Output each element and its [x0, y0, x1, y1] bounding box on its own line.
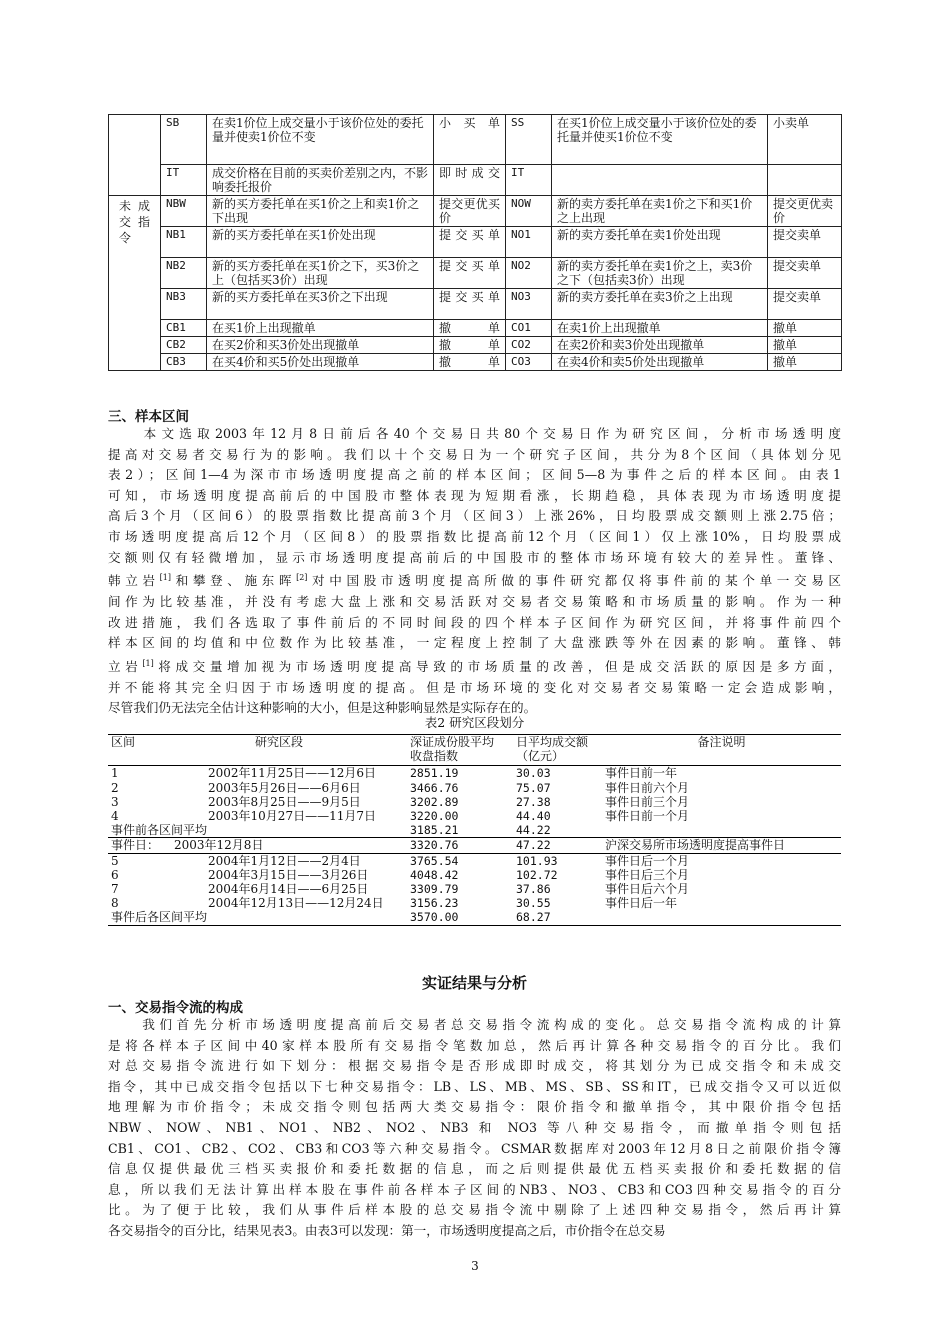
text-line: 本文选取2003年12月8日前后各40个交易日共80个交易日作为研究区间，分析市场透明度	[108, 426, 841, 441]
table-cell: 4048.42	[410, 867, 459, 882]
order-desc-buy: 新的买方委托单在买1价之下，买3价之上（包括买3价）出现	[207, 258, 434, 289]
text-line: 市场透明度提高后12个月（区间8）的股票指数比提高前12个月（区间1）仅上涨10%，日均股票成	[108, 528, 841, 544]
order-type-sell: 撤单	[768, 354, 842, 371]
table-cell: 事件日后三个月	[605, 867, 690, 882]
table-cell: 2003年8月25日——9月5日	[208, 794, 361, 809]
text-line: 我们首先分析市场透明度提高前后交易者总交易指令流构成的变化。总交易指令流构成的计算	[108, 1017, 841, 1032]
text-line: 样本区间的均值和中位数作为比较基准，一定程度上控制了大盘涨跌等外在因素的影响。董锋、韩	[108, 635, 841, 651]
order-type-buy: 提交买单	[434, 289, 506, 320]
order-type-buy: 即时成交	[434, 165, 506, 196]
table-cell: 事件日前一年	[605, 766, 678, 781]
order-code-sell: NOW	[506, 196, 552, 227]
table-cell: 2003年10月27日——11月7日	[208, 809, 376, 824]
order-type-buy: 提交买单	[434, 258, 506, 289]
table-row	[108, 766, 841, 781]
table-row	[108, 882, 841, 896]
table-cell: 8	[111, 896, 119, 911]
table-cell: 6	[111, 867, 119, 882]
table-cell: 3765.54	[398, 853, 506, 868]
table-cell: 2851.19	[410, 766, 459, 781]
table-row	[108, 838, 841, 853]
table-cell: 2004年12月13日——12月24日	[208, 896, 384, 911]
table-cell: 2003年12月8日	[160, 838, 398, 853]
table-cell: 沪深交易所市场透明度提高事件日	[602, 838, 841, 853]
text-line: 对总交易指令流进行如下划分：根据交易指令是否形成即时成交，将其划分为已成交指令和未成交	[108, 1058, 841, 1074]
order-desc-buy: 新的买方委托单在买1价之上和卖1价之下出现	[207, 196, 434, 227]
table-cell: 101.93	[506, 853, 602, 868]
table-cell: 2004年6月14日——6月25日	[208, 882, 369, 897]
table-cell: 5	[108, 853, 160, 868]
table-row	[108, 809, 841, 823]
order-code-sell: SS	[506, 115, 552, 165]
text-line: 息，所以我们无法计算出样本股在事件前各样本子区间的NB3、NO3、CB3和CO3四种交易指令的百分	[108, 1181, 841, 1197]
table-cell: 事件日：	[108, 838, 160, 853]
group-cell-unfilled: 未成交指令	[109, 196, 161, 371]
table-row	[108, 910, 841, 925]
order-desc-buy: 在买2价和买3价处出现撤单	[207, 337, 434, 354]
order-desc-buy: 成交价格在目前的买卖价差别之内，不影响委托报价	[207, 165, 434, 196]
table-cell: 7	[111, 882, 119, 897]
order-code-buy: CB1	[161, 320, 207, 337]
text-line: 尽管我们仍无法完全估计这种影响的大小，但是这种影响显然是实际存在的。	[108, 700, 537, 716]
table-row	[108, 781, 841, 795]
table-cell: 2002年11月25日——12月6日	[208, 766, 376, 781]
text-line: 比。为了便于比较，我们从事件后样本股的总交易指令流中剔除了上述四种交易指令，然后再计算	[108, 1202, 841, 1218]
order-desc-buy: 在卖1价位上成交量小于该价位处的委托量并使卖1价位不变	[207, 115, 434, 165]
column-header: 区间	[108, 735, 160, 766]
order-code-sell: NO1	[506, 227, 552, 258]
order-desc-sell: 在卖2价和卖3价处出现撤单	[552, 337, 768, 354]
table-cell: 4	[111, 809, 119, 824]
table-row	[108, 868, 841, 882]
section-heading-sample-interval: 三、样本区间	[108, 409, 189, 425]
table-cell: 3202.89	[410, 794, 459, 809]
order-type-table	[108, 114, 842, 371]
table-row	[109, 165, 842, 196]
column-header: 研究区段	[160, 735, 398, 766]
order-code-sell: CO2	[506, 337, 552, 354]
research-interval-table	[108, 734, 841, 926]
table-cell	[602, 910, 841, 925]
order-desc-buy: 在买4价和买5价处出现撤单	[207, 354, 434, 371]
order-desc-sell: 在买1价位上成交量小于该价位处的委托量并使买1价位不变	[552, 115, 768, 165]
table-cell: 事件前各区间平均	[111, 823, 208, 838]
table-row	[108, 896, 841, 910]
table-cell: 3156.23	[410, 896, 459, 911]
order-code-buy: NB3	[161, 289, 207, 320]
order-type-sell	[768, 165, 842, 196]
text-line: 改进措施，我们各选取了事件前后的不同时间段的四个样本子区间作为研究区间，并将事件前四个	[108, 614, 841, 630]
text-line: 高后3个月（区间6）的股票指数比提高前3个月（区间3）上涨26%，日均股票成交额则上涨2.75倍；	[108, 508, 841, 524]
table-cell: 3309.79	[410, 882, 459, 897]
order-type-sell: 提交卖单	[768, 258, 842, 289]
table-cell: 1	[111, 766, 119, 781]
text-line: 交额则仅有轻微增加，显示市场透明度提高前后的中国股市的整体市场环境有较大的差异性。董锋、	[108, 549, 841, 565]
group-cell-filled	[109, 115, 161, 196]
text-line: 信息仅提供最优三档买卖报价和委托数据的信息，而之后则提供最优五档买卖报价和委托数据的信	[108, 1161, 841, 1177]
subsection-heading-order-flow: 一、交易指令流的构成	[108, 1000, 243, 1016]
table-cell: 3320.76	[398, 838, 506, 853]
table-row	[109, 289, 842, 320]
table-cell: 3466.76	[410, 780, 459, 795]
order-type-buy: 撤单	[434, 354, 506, 371]
order-code-sell: IT	[506, 165, 552, 196]
order-desc-sell: 新的卖方委托单在卖3价之上出现	[552, 289, 768, 320]
order-desc-sell: 在卖1价上出现撤单	[552, 320, 768, 337]
table-cell: 事件日后一个月	[602, 853, 841, 868]
table-cell: 3	[111, 794, 119, 809]
text-line: 提高对交易者交易行为的影响。我们以十个交易日为一个研究子区间，共分为8个区间（具体划分见	[108, 446, 841, 462]
table2-caption: 表2 研究区段划分	[424, 715, 525, 730]
table-cell: 事件日前六个月	[605, 780, 690, 795]
table-row	[109, 354, 842, 371]
table-cell: 2	[111, 780, 119, 795]
order-code-buy: NB2	[161, 258, 207, 289]
text-line: 并不能将其完全归因于市场透明度的提高。但是市场环境的变化对交易者交易策略一定会造成影响，	[108, 679, 841, 695]
order-desc-sell: 新的卖方委托单在卖1价之下和买1价之上出现	[552, 196, 768, 227]
table-cell: 事件日后一年	[605, 896, 678, 911]
text-line: CB1、CO1、CB2、CO2、CB3和CO3等六种交易指令。CSMAR数据库对2003年12月8日之前限价指令簿	[108, 1140, 841, 1156]
text-line: 地理解为市价指令；未成交指令则包括两大类交易指令：限价指令和撤单指令，其中限价指令包括	[108, 1099, 841, 1115]
table-cell: 事件后各区间平均	[108, 910, 160, 925]
order-type-sell: 撤单	[768, 320, 842, 337]
table-row	[108, 853, 841, 868]
table-cell: 37.86	[516, 882, 551, 897]
order-type-sell: 小卖单	[768, 115, 842, 165]
order-flow-paragraph	[108, 1015, 841, 1242]
table-cell: 3570.00	[398, 910, 506, 925]
order-code-buy: NB1	[161, 227, 207, 258]
table-cell: 102.72	[516, 867, 558, 882]
order-code-sell: NO2	[506, 258, 552, 289]
table-row	[108, 795, 841, 809]
table-row	[109, 196, 842, 227]
table-row	[109, 320, 842, 337]
table-cell: 事件日前一个月	[605, 809, 690, 824]
order-type-buy: 撤单	[434, 320, 506, 337]
table-cell: 3185.21	[410, 823, 459, 838]
text-line: NBW、NOW、NB1、NO1、NB2、NO2、NB3 和 NO3 等八种交易指令，而撤单指令则包括	[108, 1119, 841, 1135]
table-row	[109, 258, 842, 289]
order-code-buy: NBW	[161, 196, 207, 227]
order-code-buy: CB2	[161, 337, 207, 354]
table-row	[109, 337, 842, 354]
page-number: 3	[471, 1259, 479, 1273]
table-header-row	[108, 735, 841, 766]
text-line: 各交易指令的百分比，结果见表3。由表3可以发现：第一，市场透明度提高之后，市价指令在总交易	[108, 1222, 666, 1238]
column-header: 日平均成交额（亿元）	[506, 735, 602, 766]
order-type-sell: 提交卖单	[768, 227, 842, 258]
order-desc-sell: 新的卖方委托单在卖1价之上，卖3价之下（包括卖3价）出现	[552, 258, 768, 289]
table-row	[108, 823, 841, 838]
table-cell: 事件日后六个月	[605, 882, 690, 897]
text-line: 可知，市场透明度提高前后的中国股市整体表现为短期看涨，长期趋稳，具体表现为市场透明度提	[108, 487, 841, 503]
order-desc-sell	[552, 165, 768, 196]
order-desc-sell: 在卖4价和卖5价处出现撤单	[552, 354, 768, 371]
text-line: 表2）；区间1—4为深市市场透明度提高之前的样本区间；区间5—8为事件之后的样本区间。由表1	[108, 467, 841, 483]
order-type-buy: 提交更优买价	[434, 196, 506, 227]
table-cell: 68.27	[506, 910, 602, 925]
table-cell: 75.07	[516, 780, 551, 795]
order-type-sell: 提交更优卖价	[768, 196, 842, 227]
order-type-buy: 提交买单	[434, 227, 506, 258]
order-code-sell: CO1	[506, 320, 552, 337]
table-cell: 事件日前三个月	[605, 794, 690, 809]
table-cell: 30.03	[516, 766, 551, 781]
table-row	[109, 115, 842, 165]
order-code-buy: IT	[161, 165, 207, 196]
text-line: 是将各样本子区间中40家样本股所有交易指令笔数加总，然后再计算各种交易指令的百分比。我们	[108, 1037, 841, 1053]
order-type-buy: 撤单	[434, 337, 506, 354]
sample-interval-paragraph	[108, 424, 841, 719]
order-desc-buy: 在买1价上出现撤单	[207, 320, 434, 337]
table-cell: 44.22	[516, 823, 551, 838]
table-cell: 47.22	[506, 838, 602, 853]
table-cell: 44.40	[516, 809, 551, 824]
order-code-sell: CO3	[506, 354, 552, 371]
table-cell: 27.38	[516, 794, 551, 809]
table-cell: 3220.00	[410, 809, 459, 824]
order-type-sell: 撤单	[768, 337, 842, 354]
table-row	[109, 227, 842, 258]
table-cell: 2004年1月12日——2月4日	[160, 853, 398, 868]
order-code-buy: CB3	[161, 354, 207, 371]
order-desc-buy: 新的买方委托单在买1价处出现	[207, 227, 434, 258]
order-type-sell: 提交卖单	[768, 289, 842, 320]
section-heading-results: 实证结果与分析	[421, 974, 527, 992]
column-header: 备注说明	[602, 735, 841, 766]
text-line: 立岩[1]将成交量增加视为市场透明度提高导致的市场质量的改善，但是成交活跃的原因是多方面，	[108, 658, 842, 674]
order-desc-sell: 新的卖方委托单在卖1价处出现	[552, 227, 768, 258]
text-line: 韩立岩[1]和攀登、施东晖[2]对中国股市透明度提高所做的事件研究都仅将事件前的某个单一交易区	[108, 573, 842, 589]
order-type-buy: 小买单	[434, 115, 506, 165]
order-code-buy: SB	[161, 115, 207, 165]
column-header: 深证成份股平均收盘指数	[398, 735, 506, 766]
table-cell	[602, 823, 841, 838]
table-cell: 2004年3月15日——3月26日	[208, 867, 369, 882]
text-line: 间作为比较基准，并没有考虑大盘上涨和交易活跃对交易者交易策略和市场质量的影响。作为一种	[108, 593, 841, 609]
text-line: 指令，其中已成交指令包括以下七种交易指令：LB、LS、MB、MS、SB、SS和IT，已成交指令又可以近似	[108, 1078, 841, 1094]
table-cell: 30.55	[516, 896, 551, 911]
order-code-sell: NO3	[506, 289, 552, 320]
table-cell: 2003年5月26日——6月6日	[208, 780, 361, 795]
order-desc-buy: 新的买方委托单在买3价之下出现	[207, 289, 434, 320]
